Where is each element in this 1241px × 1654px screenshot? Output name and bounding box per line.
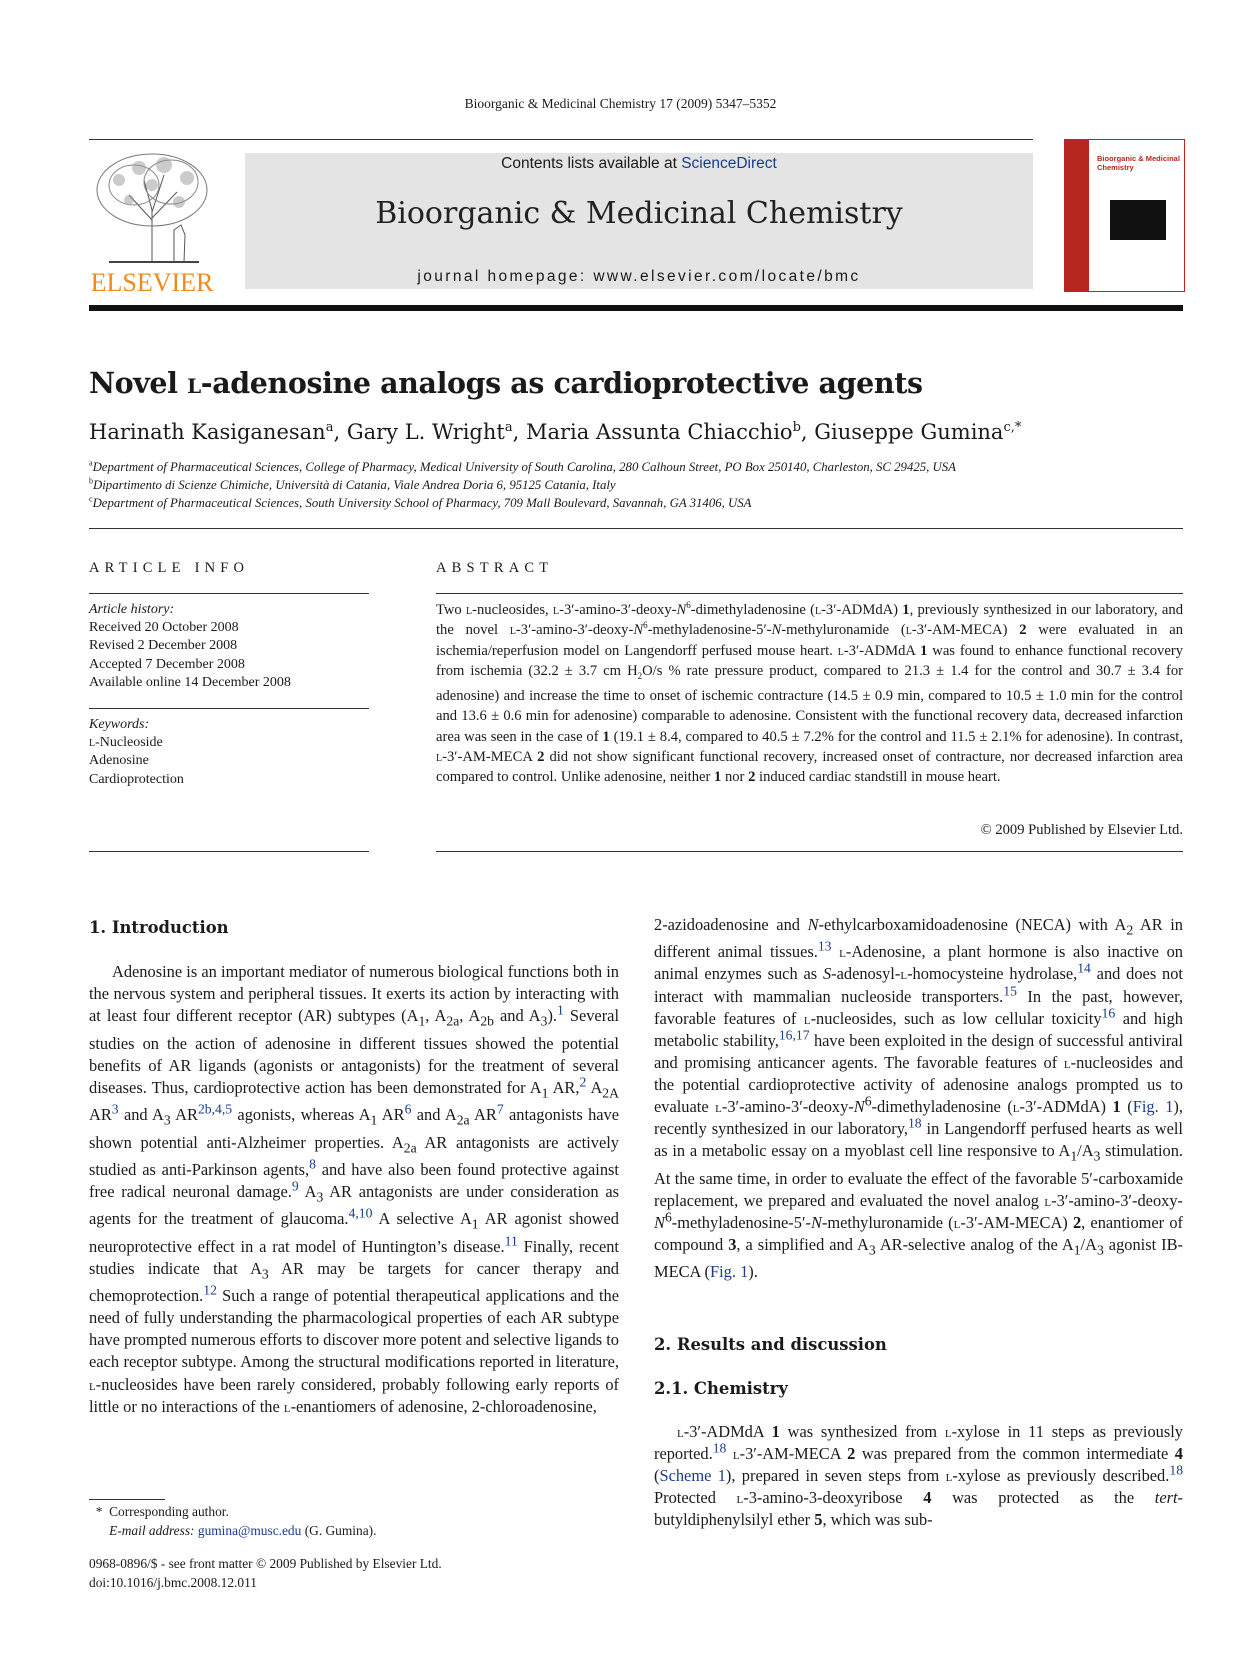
divider xyxy=(89,593,369,594)
author-affiliation-mark: a xyxy=(504,420,513,435)
author-affiliation-mark: c,* xyxy=(1003,420,1022,435)
affiliation-text: Department of Pharmaceutical Sciences, College of Pharmacy, Medical University of South Carolina, 280 Calhoun Street, PO Box 250140, Charleston, SC 29425, USA xyxy=(92,460,956,474)
header-rule xyxy=(89,139,1033,140)
journal-homepage[interactable]: journal homepage: www.elsevier.com/locate/bmc xyxy=(417,268,861,285)
history-item: Revised 2 December 2008 xyxy=(89,638,238,654)
history-item: Received 20 October 2008 xyxy=(89,620,239,636)
doi-line[interactable]: doi:10.1016/j.bmc.2008.12.011 xyxy=(89,1574,257,1590)
author-name[interactable]: Harinath Kasiganesan xyxy=(89,420,326,444)
history-item: Accepted 7 December 2008 xyxy=(89,656,245,672)
affiliation-text: Department of Pharmaceutical Sciences, South University School of Pharmacy, 709 Mall Boulevard, Savannah, GA 31406, USA xyxy=(92,496,752,510)
affiliation-key: a xyxy=(89,458,93,468)
page-footer xyxy=(89,1555,442,1592)
keyword: l-Nucleoside xyxy=(89,735,163,751)
affiliation-text: Dipartimento di Scienze Chimiche, Università di Catania, Viale Andrea Doria 6, 95125 Catania, Italy xyxy=(93,478,616,492)
email-owner: (G. Gumina). xyxy=(304,1522,377,1538)
introduction-body: Adenosine is an important mediator of numerous biological functions both in the nervous system and peripheral tissues. It exerts its action by interacting with at least four different receptor (AR) subtypes ($A_1$, $A_{2a}$, $A_{2b}$ and $A_3).^1$ Several studies on the action of adenosine in different tissues showed the potential benefits of AR ligands (agonists or antagonists) for the treatment of several diseases. Thus, cardioprotective action has been demonstrated for $A_1$ AR,$^2$ $A_{2A}$ $AR^3$ and $A_3$ $AR^{2b,4,5}$ agonists, whereas $A_1$ $AR^6$ and $A_{2a}$ $AR^7$ antagonists have shown potential anti-Alzheimer properties. $A_{2a}$ AR antagonists are actively studied as anti-Parkinson agents,$^8$ and have also been found protective against free radical neuronal damage.$^9$ $A_3$ AR antagonists are under consideration as agents for the treatment of glaucoma.$^{4,10}$ A selective $A_1$ AR agonist showed neuroprotective effect in a rat model of Huntington’s disease.$^{11}$ Finally, recent studies indicate that $A_3$ AR may be targets for cancer therapy and chemoprotection.$^{12}$ Such a range of potential therapeutical applications and the need of fully understanding the pharmacological properties of each AR subtype have prompted numerous efforts to discover more potent and selective ligands to each receptor subtype. Among the structural modifications reported in literature, l-nucleosides have been rarely considered, probably following early reports of little or no interactions of the l-enantiomers of adenosine, 2-chloroadenosine, xyxy=(89,962,620,1416)
journal-cover-thumbnail xyxy=(1064,139,1185,292)
contents-available-line xyxy=(245,155,1033,173)
section-heading-results: 2. Results and discussion xyxy=(654,1335,887,1354)
author-affiliation-mark: a xyxy=(325,420,334,435)
cover-title: Bioorganic & Medicinal Chemistry xyxy=(1097,154,1180,172)
section-heading-chemistry: 2.1. Chemistry xyxy=(654,1379,788,1398)
divider xyxy=(436,851,1183,852)
affiliation xyxy=(89,460,956,475)
keywords-label: Keywords: xyxy=(89,717,150,732)
chemistry-body: l-3′-ADMdA 1 was synthesized from l-xylose in 11 steps as previously reported.$^{18}$ l-3′-AM-MECA 2 was prepared from the common intermediate 4 (Scheme 1), prepared in seven steps from l-xylose as previously described.$^{18}$ Protected l-3-amino-3-deoxyribose 4 was protected as the tert-butyldiphenylsilyl ether 5, which was sub- xyxy=(654,1422,1184,1530)
abstract-text: Two l-nucleosides, $l-3'-amino-3'-deoxy-N^6$-dimethyladenosine (l-3′-ADMdA) 1, previously synthesized in our laboratory, and the novel $l-3'-amino-3'-deoxy-N^6-methyladenosine-5'-N$-methyluronamide (l-3′-AM-MECA) 2 were evaluated in an ischemia/reperfusion model on Langendorff perfused mouse heart. l-3′-ADMdA 1 was found to enhance functional recovery from ischemia (32.2 ± 3.7 cm $H_2O/s$ % rate pressure product, compared to 21.3 ± 1.4 for the control and 30.7 ± 3.4 for adenosine) and increase the time to onset of ischemic contracture (14.5 ± 0.9 min, compared to 10.5 ± 1.0 min for the control and 13.6 ± 0.6 min for adenosine) comparable to adenosine. Consistent with the functional recovery data, decreased infarction area was seen in the case of 1 (19.1 ± 8.4, compared to 40.5 ± 7.2% for the control and 11.5 ± 2.1% for adenosine). In contrast, l-3′-AM-MECA 2 did not show significant functional recovery, increased onset of contracture, nor decreased infarction area compared to control. Unlike adenosine, neither 1 nor 2 induced cardiac standstill in mouse heart. xyxy=(436,600,1184,786)
footnote xyxy=(89,1503,376,1540)
footnote-rule xyxy=(89,1499,165,1500)
elsevier-wordmark: ELSEVIER xyxy=(90,268,214,297)
journal-citation-line: Bioorganic & Medicinal Chemistry 17 (2009) 5347–5352 xyxy=(464,96,777,111)
affiliation-key: b xyxy=(89,476,93,486)
article-info-heading: ARTICLE INFO xyxy=(89,560,250,576)
affiliation xyxy=(89,496,751,511)
contents-prefix: Contents lists available at xyxy=(501,155,682,172)
issn-line: 0968-0896/$ - see front matter © 2009 Published by Elsevier Ltd. xyxy=(89,1556,442,1571)
abstract-copyright: © 2009 Published by Elsevier Ltd. xyxy=(980,822,1183,838)
email-note xyxy=(89,1522,376,1541)
cover-image-icon xyxy=(1110,200,1166,240)
author-affiliation-mark: b xyxy=(792,420,801,435)
history-item: Available online 14 December 2008 xyxy=(89,674,291,690)
keyword: Adenosine xyxy=(89,753,149,769)
header-thick-rule xyxy=(89,305,1183,311)
divider xyxy=(436,593,1183,594)
divider xyxy=(89,708,369,709)
article-title: Novel l-adenosine analogs as cardioprotective agents xyxy=(89,366,923,400)
author-name[interactable]: Giuseppe Gumina xyxy=(814,420,1004,444)
keyword: Cardioprotection xyxy=(89,771,184,787)
article-history xyxy=(89,601,369,692)
corresponding-text: Corresponding author. xyxy=(109,1504,229,1519)
corresponding-author-note: * Corresponding author. xyxy=(89,1504,229,1519)
cover-spine xyxy=(1065,140,1089,291)
author-name[interactable]: Maria Assunta Chiacchio xyxy=(525,420,793,444)
journal-banner xyxy=(245,153,1033,289)
affiliation xyxy=(89,478,616,493)
affiliation-key: c xyxy=(89,494,93,504)
email-link[interactable]: gumina@musc.edu xyxy=(197,1522,302,1538)
introduction-continued: 2-azidoadenosine and N-ethylcarboxamidoadenosine (NECA) with $A_2$ AR in different animal tissues.$^{13}$ l-Adenosine, a plant hormone is also inactive on animal enzymes such as S-adenosyl-l-homocysteine hydrolase,$^{14}$ and does not interact with mammalian nucleoside transporters.$^{15}$ In the past, however, favorable features of l-nucleosides, such as low cellular toxicity$^{16}$ and high metabolic stability,$^{16,17}$ have been exploited in the design of successful antiviral and promising anticancer agents. The favorable features of l-nucleosides and the potential cardioprotective activity of adenosine analogs prompted us to evaluate $l-3'-amino-3'-deoxy-N^6$-dimethyladenosine (l-3′-ADMdA) 1 (Fig. 1), recently synthesized in our laboratory,$^{18}$ in Langendorff perfused hearts as well as in a metabolic essay on a myoblast cell line responsive to $A_1/A_3$ stimulation. At the same time, in order to evaluate the effect of the favorable 5′-carboxamide replacement, we prepared and evaluated the novel analog $l-3'-amino-3'-deoxy-N^6-methyladenosine-5'-N$-methyluronamide (l-3′-AM-MECA) 2, enantiomer of compound 3, a simplified and $A_3$ AR-selective analog of the $A_1/A_3$ agonist IB-MECA (Fig. 1). xyxy=(654,915,1184,1282)
section-heading-introduction: 1. Introduction xyxy=(89,918,229,937)
email-label: E-mail address: xyxy=(109,1522,195,1538)
history-label: Article history: xyxy=(89,602,175,617)
divider xyxy=(89,528,1183,529)
sciencedirect-link[interactable]: ScienceDirect xyxy=(681,155,777,172)
journal-title: Bioorganic & Medicinal Chemistry xyxy=(375,196,903,231)
author-name[interactable]: Gary L. Wright xyxy=(346,420,505,444)
abstract-heading: ABSTRACT xyxy=(436,560,554,576)
keywords xyxy=(89,716,369,789)
divider xyxy=(89,851,369,852)
author-list: Harinath Kasiganesan$^a$, Gary L. Wright$^a$, Maria Assunta Chiacchio$^b$, Giuseppe Gumina$^{c,*}$ xyxy=(89,420,1022,444)
